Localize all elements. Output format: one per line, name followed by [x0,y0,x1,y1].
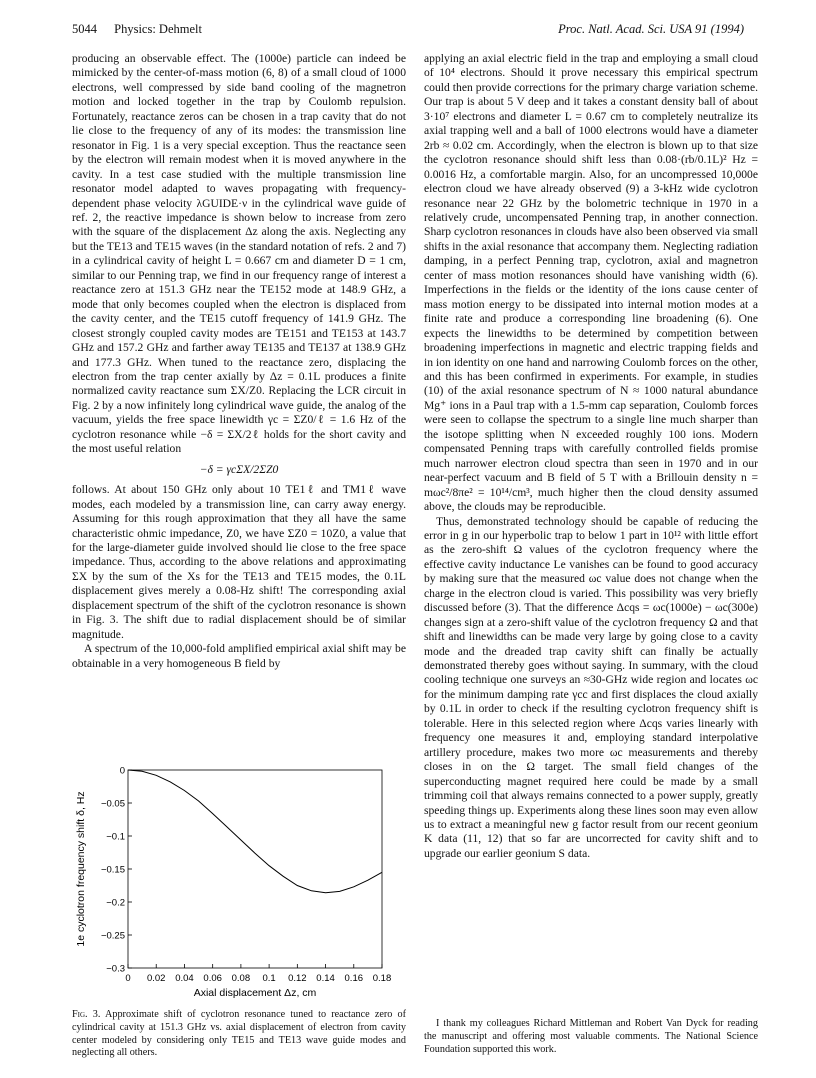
acknowledgment: I thank my colleagues Richard Mittleman and Robert Van Dyck for reading the manuscript and offering most valuable comments. The National Science Foundation supported this work. [424,1018,758,1055]
y-tick-label: −0.05 [100,798,125,810]
x-tick-label: 0.06 [203,973,222,984]
x-tick-label: 0.04 [175,973,194,984]
y-tick-label: −0.3 [106,963,125,975]
paragraph: A spectrum of the 10,000-fold amplified empirical axial shift may be obtainable in a very homogeneous B field by [72,642,406,670]
y-axis-label: 1e cyclotron frequency shift δ, Hz [75,791,87,947]
x-tick-label: 0.1 [262,973,276,984]
figure-caption [72,1009,406,1060]
x-tick-label: 0.18 [372,973,392,984]
paragraph: producing an observable effect. The (1000e) particle can indeed be mimicked by the center-of-mass motion (6, 8) of a small cloud of 1000 electrons, well compressed by side band cooling of the magnetron motion and locked together in the trap by Coulomb repulsion. Fortunately, reactance zeros can be chosen in a trap cavity that do not lie close to the frequency of any of its modes: the transmission line resonator in Fig. 1 is a very special exception. Thus the reactance seen by the electron will remain modest when it is moved anywhere in the cavity. In a test case studied with the multiple transmission line resonator model adapted to waves propagating with frequency-dependent phase velocity λGUIDE·ν in the cylindrical wave guide of ref. 2, the reactive impedance is shown below to increase from zero with the square of the displacement Δz along the axis. Neglecting any but the TE13 and TE15 waves (in the standard notation of refs. 2 and 7) in a cylindrical cavity of height L = 0.667 cm and diameter D = 1 cm, similar to our Penning trap, we find in our frequency range of interest a reactance zero at 151.3 GHz near the TE152 mode at 148.9 GHz, a mode that only becomes coupled when the electron is displaced from the cavity center, and the TE15 cutoff frequency of 141.9 GHz. The closest strongly coupled cavity modes are TE151 and TE153 at 143.7 GHz and 157.2 GHz and farther away TE135 and TE137 at 138.9 GHz and 177.3 GHz. When tuned to the reactance zero, displacing the electron from the trap center axially by Δz = 0.1L produces a finite normalized cavity reactance sum ΣX/Z0. Replacing the LCR circuit in Fig. 2 by a now infinitely long cylindrical wave guide, the analog of the vacuum, yields the free space linewidth γc = ΣZ0/ℓ = 1.6 Hz of the cyclotron resonance while −δ = ΣX/2ℓ holds for the short cavity and the most useful relation [72,52,406,456]
caption-text: Approximate shift of cyclotron resonance tuned to reactance zero of cylindrical cavity at 151.3 GHz vs. axial displacement of electron from cavity center modeled by considering only TE15 and TE13 wave guide modes and neglecting all others. [72,1009,407,1059]
x-tick-label: 0.02 [146,973,166,984]
x-tick-label: 0.12 [288,973,307,984]
x-tick-label: 0.14 [316,973,335,984]
figure-3 [72,760,406,1005]
figure-label: Fig. 3. [72,1009,101,1020]
page-number: 5044 [72,22,97,36]
x-axis-label: Axial displacement Δz, cm [193,987,317,999]
left-column [72,52,406,671]
x-tick-label: 0 [125,973,131,984]
section-title: Physics: Dehmelt [114,22,202,36]
y-tick-label: −0.15 [100,864,125,876]
y-tick-label: −0.1 [106,831,125,843]
y-tick-label: −0.2 [106,897,125,909]
paragraph: Thus, demonstrated technology should be capable of reducing the error in g in our hyperbolic trap to below 1 part in 10¹² with little effort as the zero-shift Ω values of the cyclotron frequency where the effective cavity inductance Le vanishes can be found to good accuracy by making sure that the measured ωc value does not change when the charge in the electron cloud is varied. This possibility was very briefly discussed before (3). That the difference Δcqs = ωc(1000e) − ωc(300e) changes sign at a zero-shift value of the cyclotron frequency Ω and that shift and linewidths can be made very large by going close to a cavity mode and the dreaded trap cavity shift can finally be actually demonstrated thereby goes without saying. In summary, with the cloud cooling technique one surveys an ≈30-GHz wide region and locates ωc for the minimum damping rate γcc and first displaces the cloud axially by 0.1L in order to check if the resulting cyclotron frequency shift is tolerable. Here in this selected region where Δcqs varies linearly with frequency one measures it and, employing standard interpolative artillery procedure, makes two more ωc measurements and thereby closes in on the Ω target. The small field changes of the superconducting magnet required here could be made by a small trimming coil that always remains connected to a power supply, greatly speeding things up. Experiments along these lines soon may even allow us to extract a meaningful new g factor result from our recent geonium K data (11, 12) that so far are uncorrected for cavity shift and to upgrade our earlier geonium S data. [424,514,758,860]
equation: −δ = γcΣX/2ΣZ0 [199,462,279,476]
x-tick-label: 0.16 [344,973,364,984]
y-tick-label: −0.25 [100,930,125,942]
chart [72,760,406,1005]
paragraph: follows. At about 150 GHz only about 10 TE1ℓ and TM1ℓ wave modes, each modeled by a transmission line, can carry away energy. Assuming for this rough approximation that they all have the same characteristic ohmic impedance, Z0, we have ΣZ0 = 10Z0, a value that for the large-diameter guide involved should lie close to the free space impedance. Thus, according to the above relations and approximating ΣX by the sum of the Xs for the TE13 and TE15 modes, the 0.1L displacement gives merely a 0.08-Hz shift! The corresponding axial displacement spectrum of the shift of the cyclotron resonance is shown in Fig. 3. The shift due to radial displacement should be of similar magnitude. [72,483,406,641]
running-header-left [72,22,202,37]
right-column [424,52,758,861]
journal-citation: Proc. Natl. Acad. Sci. USA 91 (1994) [558,22,744,36]
x-tick-label: 0.08 [231,973,251,984]
y-tick-label: 0 [119,765,125,777]
series-line [128,770,382,893]
plot-frame [128,770,382,968]
paragraph: applying an axial electric field in the trap and employing a small cloud of 10⁴ electrons. Should it prove necessary this empirical spectrum could then provide corrections for the primary charge variation scheme. Our trap is about 5 V deep and it takes a constant density ball of about 3·10⁷ electrons and diameter L = 0.67 cm to completely neutralize its axial trapping well and a ball of 1000 electrons would have a diameter 2rb ≈ 0.02 cm. Accordingly, when the electron is blown up to that size the cyclotron resonance should shift less than 0.08·(rb/0.1L)² Hz = 0.0016 Hz, a comfortable margin. Also, for an uncompressed 10,000e electron cloud we have already observed (9) a 3-kHz wide cyclotron resonance near 22 GHz by the bolometric technique in 1970 in a relatively crude, uncompensated Penning trap, in another connection. Sharp cyclotron resonances in clouds have also been observed via small shifts in the axial resonance that accompany them. Neglecting radiation damping, in a perfect Penning trap, cyclotron, axial and magnetron center of mass motion resonances should have vanishing width (6). Imperfections in the fields or the identity of the ions cause center of mass motion energy to be dissipated into internal motion modes at a finite rate and produce a corresponding line broadening (6). One expects the linewidths to be determined by competition between broadening imperfections in magnetic and electric trapping fields and in ion identity on one hand and narrowing Coulomb forces on the other, and this has been confirmed in experiments. For example, in studies (10) of the axial resonance spectrum of N ≈ 1000 natural abundance Mg⁺ ions in a Paul trap with a 1.5-mm cap separation, Coulomb forces were seen to collapse the spectrum to a single line much sharper than the isotope splitting when N exceeded roughly 100 ions. Modern compensated Penning traps with carefully controlled fields promise much narrower electron cloud spectra than seen in 1970 and in our near-perfect vacuum and B field of 5 T with a Brillouin density n = mωc²/8πe² = 10¹⁴/cm³, much higher then the cloud density assumed above, the clouds may be reproducible. [424,52,758,514]
